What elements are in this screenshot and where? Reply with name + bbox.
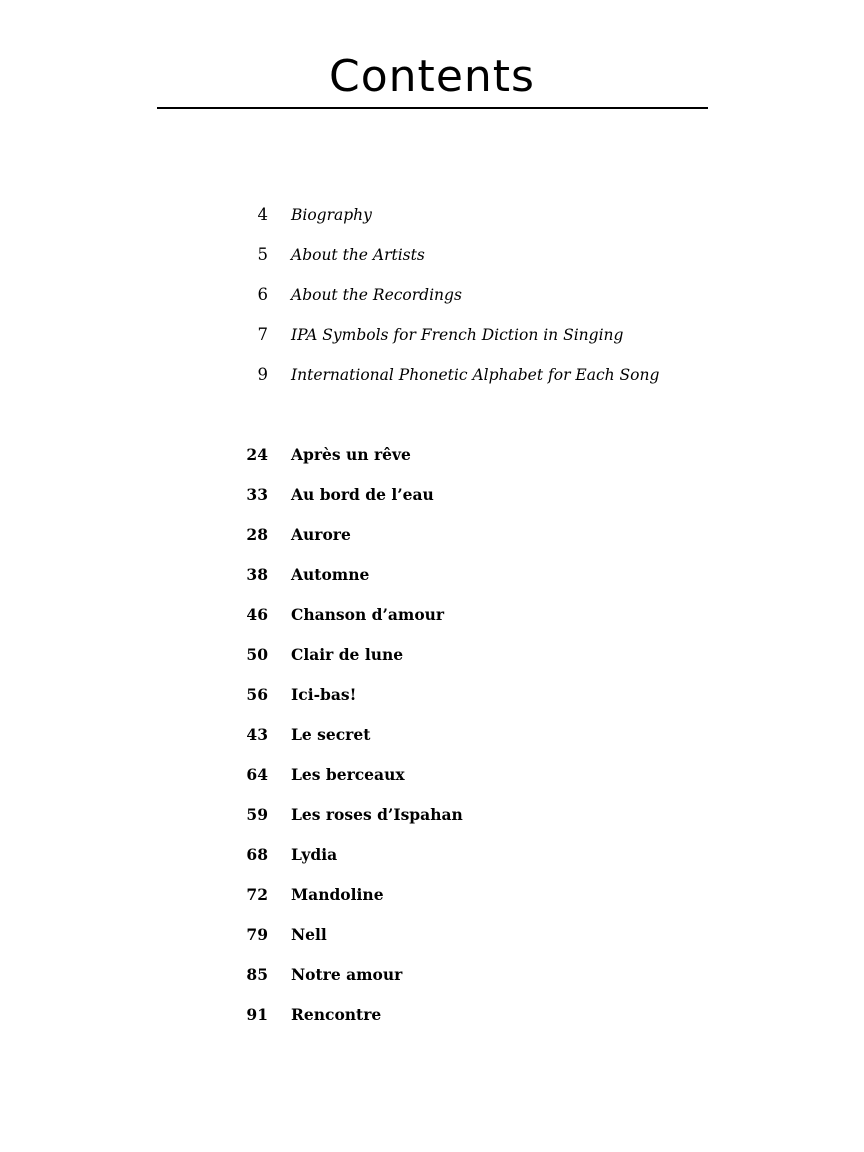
toc-entry[interactable] [0, 643, 864, 667]
page-title: Contents [329, 51, 535, 102]
toc-page-number: 9 [257, 365, 268, 384]
toc-entry[interactable] [0, 523, 864, 547]
toc-entry-title: Après un rêve [291, 445, 411, 464]
toc-entry[interactable] [0, 883, 864, 907]
toc-page-number: 43 [246, 725, 268, 744]
toc-entry-title: Le secret [291, 725, 371, 744]
toc-page-number: 24 [246, 445, 268, 464]
toc-entry-title: Automne [291, 565, 370, 584]
toc-page-number: 46 [246, 605, 268, 624]
toc-entry-title: IPA Symbols for French Diction in Singing [291, 326, 624, 344]
toc-entry-title: Ici-bas! [291, 685, 357, 704]
toc-entry[interactable] [0, 363, 864, 387]
toc-page-number: 33 [246, 485, 268, 504]
toc-entry-title: Les berceaux [291, 765, 405, 784]
toc-page-number: 4 [257, 205, 268, 224]
toc-page-number: 64 [246, 765, 268, 784]
toc-entry-title: Biography [291, 206, 372, 224]
toc-page-number: 68 [246, 845, 268, 864]
toc-page-number: 91 [246, 1005, 268, 1024]
toc-entry[interactable] [0, 843, 864, 867]
toc-page-number: 50 [246, 645, 268, 664]
toc-entry-title: Les roses d’Ispahan [291, 805, 463, 824]
toc-entry[interactable] [0, 483, 864, 507]
toc-entry[interactable] [0, 803, 864, 827]
toc-page-number: 6 [257, 285, 268, 304]
toc-entry[interactable] [0, 283, 864, 307]
toc-entry[interactable] [0, 603, 864, 627]
toc-page-number: 59 [246, 805, 268, 824]
toc-entry-title: Aurore [291, 525, 351, 544]
toc-entry[interactable] [0, 1003, 864, 1027]
toc-entry[interactable] [0, 923, 864, 947]
toc-page-number: 56 [246, 685, 268, 704]
title-underline [157, 107, 708, 109]
toc-entry[interactable] [0, 723, 864, 747]
toc-entry[interactable] [0, 203, 864, 227]
toc-entry-title: About the Recordings [291, 286, 462, 304]
toc-entry-title: Nell [291, 925, 327, 944]
toc-page-number: 79 [246, 925, 268, 944]
toc-entry[interactable] [0, 323, 864, 347]
toc-page-number: 72 [246, 885, 268, 904]
toc-entry-title: Clair de lune [291, 645, 404, 664]
toc-page-number: 28 [246, 525, 268, 544]
toc-entry[interactable] [0, 563, 864, 587]
toc-entry[interactable] [0, 243, 864, 267]
toc-entry[interactable] [0, 683, 864, 707]
toc-page-number: 7 [257, 325, 268, 344]
toc-entry-title: Mandoline [291, 885, 384, 904]
toc-entry[interactable] [0, 763, 864, 787]
toc-entry-title: Notre amour [291, 965, 403, 984]
toc-page-number: 85 [246, 965, 268, 984]
toc-entry-title: Chanson d’amour [291, 605, 445, 624]
toc-entry-title: About the Artists [291, 246, 425, 264]
toc-entry[interactable] [0, 963, 864, 987]
toc-entry-title: International Phonetic Alphabet for Each Song [291, 366, 660, 384]
toc-page-number: 5 [257, 245, 268, 264]
toc-entry-title: Au bord de l’eau [291, 485, 434, 504]
toc-entry[interactable] [0, 443, 864, 467]
toc-entry-title: Lydia [291, 845, 338, 864]
toc-page-number: 38 [246, 565, 268, 584]
toc-entry-title: Rencontre [291, 1005, 382, 1024]
